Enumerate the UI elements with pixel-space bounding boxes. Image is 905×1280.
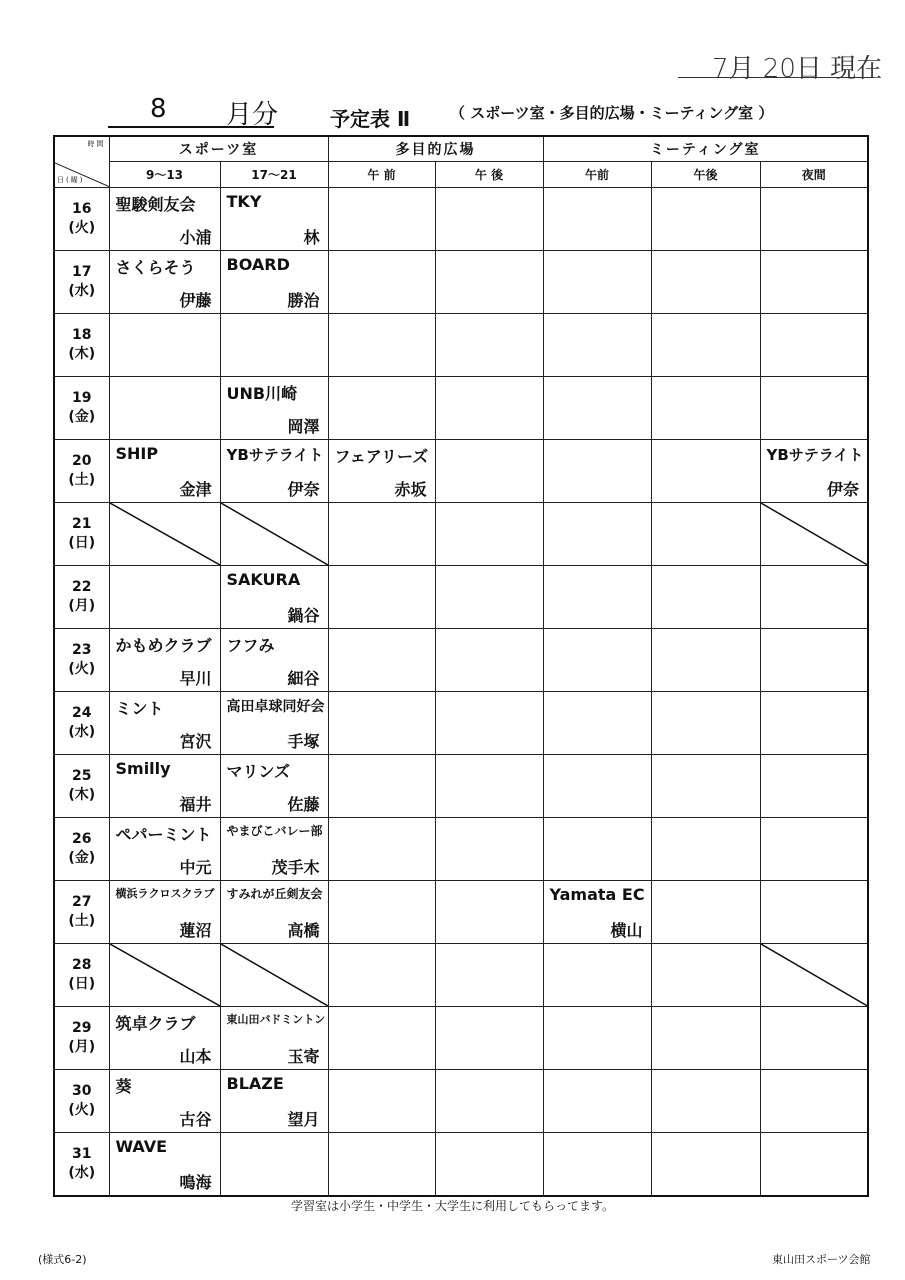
empty-slot — [543, 755, 651, 818]
group-name: さくらそう — [115, 258, 196, 277]
booking-cell — [109, 251, 220, 314]
day-of-week: (木) — [68, 346, 96, 362]
schedule-row — [54, 251, 868, 314]
empty-slot — [328, 188, 435, 251]
empty-slot — [651, 944, 760, 1007]
day-number: 20 — [72, 453, 92, 469]
schedule-rows — [54, 188, 868, 1197]
schedule-row — [54, 440, 868, 503]
empty-slot — [651, 566, 760, 629]
slot-header-row — [54, 162, 868, 188]
schedule-row — [54, 503, 868, 566]
day-cell — [54, 188, 109, 251]
empty-slot — [109, 377, 220, 440]
booking-cell — [109, 1133, 220, 1197]
group-name: SAKURA — [226, 570, 301, 589]
empty-slot — [328, 566, 435, 629]
empty-slot — [651, 1070, 760, 1133]
organization-name: 東山田スポーツ会館 — [772, 1253, 871, 1266]
booking-cell — [220, 1070, 328, 1133]
day-cell — [54, 1133, 109, 1197]
empty-slot — [760, 755, 868, 818]
day-number: 22 — [72, 579, 92, 595]
empty-slot — [651, 881, 760, 944]
day-number: 28 — [72, 957, 92, 973]
day-number: 17 — [72, 264, 92, 280]
form-number: (様式6-2) — [38, 1253, 87, 1266]
booking-cell — [109, 629, 220, 692]
day-of-week: (金) — [68, 409, 96, 425]
empty-slot — [328, 1007, 435, 1070]
group-name: 筑卓クラブ — [115, 1014, 196, 1033]
contact-person: 伊奈 — [287, 480, 320, 499]
booking-cell — [109, 440, 220, 503]
booking-cell — [760, 440, 868, 503]
empty-slot — [543, 440, 651, 503]
empty-slot — [760, 1007, 868, 1070]
booking-cell — [220, 881, 328, 944]
closed-slot — [220, 944, 328, 1007]
empty-slot — [543, 1070, 651, 1133]
contact-person: 望月 — [287, 1110, 320, 1129]
day-cell — [54, 377, 109, 440]
group-name: マリンズ — [226, 762, 291, 781]
day-number: 19 — [72, 390, 92, 406]
day-cell — [54, 251, 109, 314]
contact-person: 横山 — [610, 921, 643, 940]
contact-person: 早川 — [179, 669, 212, 688]
empty-slot — [328, 251, 435, 314]
day-number: 25 — [72, 768, 92, 784]
empty-slot — [435, 755, 543, 818]
contact-person: 鍋谷 — [287, 606, 320, 625]
closed-slot — [109, 503, 220, 566]
empty-slot — [543, 566, 651, 629]
slot-header: 午後 — [651, 162, 760, 188]
day-cell — [54, 1070, 109, 1133]
empty-slot — [760, 818, 868, 881]
empty-slot — [760, 251, 868, 314]
group-multipurpose-plaza: 多目的広場 — [328, 136, 543, 162]
group-name: フフみ — [226, 636, 275, 655]
contact-person: 蓮沼 — [179, 921, 212, 940]
group-name: ミント — [115, 699, 164, 718]
booking-cell — [109, 881, 220, 944]
closed-slot — [760, 944, 868, 1007]
schedule-row — [54, 314, 868, 377]
day-number: 26 — [72, 831, 92, 847]
day-cell — [54, 629, 109, 692]
empty-slot — [328, 314, 435, 377]
contact-person: 赤坂 — [394, 480, 427, 499]
month-number: 8 — [150, 94, 167, 124]
booking-cell — [543, 881, 651, 944]
day-number: 21 — [72, 516, 92, 532]
group-sports-room: スポーツ室 — [109, 136, 328, 162]
slot-header: 9～13 — [109, 162, 220, 188]
empty-slot — [435, 1133, 543, 1197]
contact-person: 茂手木 — [271, 858, 320, 877]
group-name: 聖駿剣友会 — [115, 195, 196, 214]
day-number: 16 — [72, 201, 92, 217]
group-meeting-room: ミーティング室 — [543, 136, 868, 162]
day-of-week: (水) — [68, 724, 96, 740]
month-unit: 月分 — [226, 100, 279, 130]
empty-slot — [435, 440, 543, 503]
group-name: 葵 — [115, 1077, 132, 1096]
contact-person: 伊藤 — [179, 291, 212, 310]
schedule-table — [53, 135, 869, 1197]
empty-slot — [328, 692, 435, 755]
booking-cell — [328, 440, 435, 503]
empty-slot — [328, 1133, 435, 1197]
contact-person: 山本 — [179, 1047, 212, 1066]
schedule-row — [54, 944, 868, 1007]
empty-slot — [328, 881, 435, 944]
booking-cell — [220, 755, 328, 818]
slot-header: 午 後 — [435, 162, 543, 188]
corner-time-label: 時間 — [87, 140, 106, 148]
empty-slot — [760, 692, 868, 755]
schedule-row — [54, 1070, 868, 1133]
booking-cell — [109, 188, 220, 251]
day-of-week: (木) — [68, 787, 96, 803]
empty-slot — [435, 314, 543, 377]
schedule-row — [54, 881, 868, 944]
empty-slot — [220, 314, 328, 377]
empty-slot — [651, 503, 760, 566]
contact-person: 細谷 — [287, 669, 320, 688]
empty-slot — [543, 692, 651, 755]
empty-slot — [651, 251, 760, 314]
group-header-row — [54, 136, 868, 162]
empty-slot — [651, 1133, 760, 1197]
empty-slot — [328, 818, 435, 881]
group-name: やまびこバレー部 — [226, 824, 323, 838]
empty-slot — [543, 629, 651, 692]
empty-slot — [435, 251, 543, 314]
corner-cell — [54, 136, 109, 188]
day-of-week: (金) — [68, 850, 96, 866]
empty-slot — [435, 1007, 543, 1070]
empty-slot — [328, 377, 435, 440]
contact-person: 伊奈 — [826, 480, 859, 499]
day-of-week: (火) — [68, 661, 96, 677]
closed-diagonal — [761, 503, 868, 565]
empty-slot — [651, 755, 760, 818]
day-number: 31 — [72, 1146, 92, 1162]
empty-slot — [760, 377, 868, 440]
booking-cell — [220, 566, 328, 629]
day-cell — [54, 881, 109, 944]
booking-cell — [220, 629, 328, 692]
empty-slot — [328, 944, 435, 1007]
empty-slot — [760, 566, 868, 629]
empty-slot — [760, 1070, 868, 1133]
empty-slot — [328, 503, 435, 566]
as-of-underline — [678, 77, 874, 78]
contact-person: 鳴海 — [179, 1173, 212, 1192]
group-name: UNB川崎 — [226, 384, 298, 403]
empty-slot — [543, 944, 651, 1007]
schedule-row — [54, 377, 868, 440]
as-of-date: 7月 20日 現在 — [712, 54, 883, 84]
day-of-week: (水) — [68, 283, 96, 299]
empty-slot — [435, 881, 543, 944]
empty-slot — [109, 314, 220, 377]
booking-cell — [109, 818, 220, 881]
day-cell — [54, 440, 109, 503]
day-number: 24 — [72, 705, 92, 721]
day-number: 23 — [72, 642, 92, 658]
group-name: フェアリーズ — [334, 447, 429, 466]
group-name: BLAZE — [226, 1074, 284, 1093]
booking-cell — [109, 692, 220, 755]
booking-cell — [109, 755, 220, 818]
booking-cell — [109, 1007, 220, 1070]
day-of-week: (水) — [68, 1165, 96, 1181]
contact-person: 岡澤 — [287, 417, 320, 436]
empty-slot — [543, 188, 651, 251]
slot-header: 午 前 — [328, 162, 435, 188]
empty-slot — [328, 755, 435, 818]
empty-slot — [651, 314, 760, 377]
group-name: YBサテライト — [766, 446, 864, 464]
group-name: 東山田バドミントン — [226, 1013, 326, 1026]
contact-person: 福井 — [179, 795, 212, 814]
empty-slot — [435, 188, 543, 251]
closed-slot — [760, 503, 868, 566]
empty-slot — [220, 1133, 328, 1197]
empty-slot — [543, 1133, 651, 1197]
empty-slot — [651, 377, 760, 440]
booking-cell — [220, 1007, 328, 1070]
schedule-row — [54, 692, 868, 755]
booking-cell — [220, 440, 328, 503]
empty-slot — [651, 440, 760, 503]
day-cell — [54, 944, 109, 1007]
contact-person: 中元 — [179, 858, 212, 877]
contact-person: 古谷 — [179, 1110, 212, 1129]
group-name: BOARD — [226, 255, 290, 274]
empty-slot — [543, 503, 651, 566]
empty-slot — [435, 566, 543, 629]
empty-slot — [435, 944, 543, 1007]
empty-slot — [651, 818, 760, 881]
empty-slot — [543, 314, 651, 377]
day-of-week: (土) — [68, 472, 96, 488]
corner-day-label: 日(曜) — [57, 176, 85, 184]
schedule-row — [54, 188, 868, 251]
day-cell — [54, 755, 109, 818]
closed-diagonal — [110, 503, 220, 565]
empty-slot — [543, 1007, 651, 1070]
day-cell — [54, 818, 109, 881]
empty-slot — [435, 503, 543, 566]
empty-slot — [760, 188, 868, 251]
empty-slot — [651, 188, 760, 251]
day-cell — [54, 1007, 109, 1070]
day-number: 29 — [72, 1020, 92, 1036]
schedule-row — [54, 818, 868, 881]
day-cell — [54, 692, 109, 755]
empty-slot — [760, 314, 868, 377]
closed-diagonal — [761, 944, 868, 1006]
contact-person: 小浦 — [179, 228, 212, 247]
day-number: 30 — [72, 1083, 92, 1099]
empty-slot — [328, 629, 435, 692]
booking-cell — [220, 692, 328, 755]
closed-diagonal — [221, 944, 328, 1006]
booking-cell — [220, 251, 328, 314]
group-name: Yamata EC — [549, 885, 645, 904]
slot-header: 夜間 — [760, 162, 868, 188]
empty-slot — [651, 629, 760, 692]
day-of-week: (月) — [68, 598, 96, 614]
contact-person: 佐藤 — [287, 795, 320, 814]
empty-slot — [435, 692, 543, 755]
page-title: 予定表 Ⅱ — [330, 107, 411, 131]
day-of-week: (日) — [68, 535, 96, 551]
closed-slot — [220, 503, 328, 566]
empty-slot — [435, 629, 543, 692]
day-cell — [54, 566, 109, 629]
empty-slot — [543, 251, 651, 314]
schedule-row — [54, 1007, 868, 1070]
group-name: SHIP — [115, 444, 159, 463]
group-name: TKY — [226, 192, 262, 211]
schedule-row — [54, 1133, 868, 1197]
group-name: かもめクラブ — [115, 636, 212, 655]
group-name: WAVE — [115, 1137, 168, 1156]
day-of-week: (土) — [68, 913, 96, 929]
day-of-week: (火) — [68, 1102, 96, 1118]
group-name: YBサテライト — [226, 446, 324, 464]
empty-slot — [435, 818, 543, 881]
contact-person: 宮沢 — [179, 732, 212, 751]
empty-slot — [435, 1070, 543, 1133]
group-name: 横浜ラクロスクラブ — [115, 887, 215, 900]
contact-person: 金津 — [179, 480, 212, 499]
empty-slot — [328, 1070, 435, 1133]
day-of-week: (月) — [68, 1039, 96, 1055]
closed-diagonal — [110, 944, 220, 1006]
empty-slot — [543, 377, 651, 440]
footnote: 学習室は小学生・中学生・大学生に利用してもらってます。 — [290, 1199, 615, 1213]
page-subtitle: （ スポーツ室・多目的広場・ミーティング室 ） — [450, 104, 774, 122]
empty-slot — [543, 818, 651, 881]
group-name: 高田卓球同好会 — [226, 699, 325, 715]
empty-slot — [109, 566, 220, 629]
booking-cell — [109, 1070, 220, 1133]
closed-diagonal — [221, 503, 328, 565]
empty-slot — [651, 692, 760, 755]
day-of-week: (日) — [68, 976, 96, 992]
contact-person: 手塚 — [287, 732, 320, 751]
day-cell — [54, 503, 109, 566]
schedule-row — [54, 566, 868, 629]
day-cell — [54, 314, 109, 377]
contact-person: 玉寄 — [287, 1047, 320, 1066]
booking-cell — [220, 377, 328, 440]
day-number: 18 — [72, 327, 92, 343]
closed-slot — [109, 944, 220, 1007]
slot-header: 午前 — [543, 162, 651, 188]
day-of-week: (火) — [68, 220, 96, 236]
empty-slot — [760, 1133, 868, 1197]
group-name: Smilly — [115, 759, 171, 778]
schedule-row — [54, 629, 868, 692]
group-name: すみれが丘剣友会 — [226, 887, 323, 901]
day-number: 27 — [72, 894, 92, 910]
booking-cell — [220, 818, 328, 881]
empty-slot — [651, 1007, 760, 1070]
empty-slot — [760, 629, 868, 692]
schedule-row — [54, 755, 868, 818]
contact-person: 林 — [303, 228, 320, 247]
contact-person: 高橋 — [287, 921, 320, 940]
group-name: ペパーミント — [115, 825, 212, 844]
contact-person: 勝治 — [287, 291, 320, 310]
booking-cell — [220, 188, 328, 251]
slot-header: 17～21 — [220, 162, 328, 188]
empty-slot — [435, 377, 543, 440]
empty-slot — [760, 881, 868, 944]
